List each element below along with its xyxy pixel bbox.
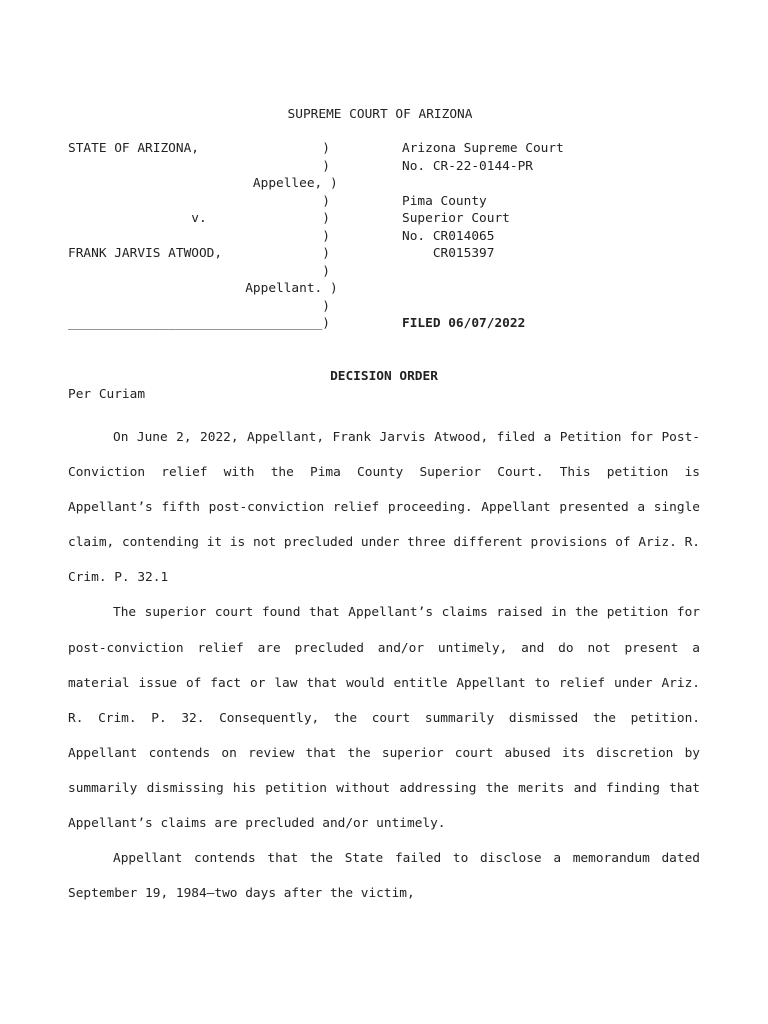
case-info-line: No. CR014065 [402, 228, 495, 244]
caption-line: ) [68, 158, 330, 174]
case-info-line: No. CR-22-0144-PR [402, 158, 533, 174]
case-info-line: Pima County [402, 193, 487, 209]
case-info-line: Superior Court [402, 211, 510, 226]
body-paragraph: Appellant contends that the State failed to disclose a memorandum dated September 19, 1984—two days after the victim, [68, 851, 700, 902]
caption-line: FRANK JARVIS ATWOOD, ) [68, 246, 330, 261]
caption-line: _________________________________) [68, 316, 330, 331]
caption-line: Appellant. ) [68, 281, 338, 296]
caption-line: ) [68, 228, 330, 244]
case-info-line: Arizona Supreme Court [402, 141, 564, 156]
body-paragraph: On June 2, 2022, Appellant, Frank Jarvis Atwood, filed a Petition for Post-Conviction relief with the Pima County Superior Court. This petition is Appellant’s fifth post-conviction relief proceeding. Appellant presented a single claim, contending it is not precluded under three different provisions of Ariz. R. Crim. P. 32.1 [68, 430, 700, 586]
decision-body [68, 420, 700, 911]
order-title: DECISION ORDER [330, 369, 438, 384]
body-paragraph: The superior court found that Appellant’s claims raised in the petition for post-conviction relief are precluded and/or untimely, and do not present a material issue of fact or law that would entitle Appellant to relief under Ariz. R. Crim. P. 32. Consequently, the court summarily dismissed the petition. Appellant contends on review that the superior court abused its discretion by summarily dismissing his petition without addressing the merits and finding that Appellant’s claims are precluded and/or untimely. [68, 605, 700, 832]
filed-date: FILED 06/07/2022 [402, 316, 526, 331]
court-title: SUPREME COURT OF ARIZONA [287, 107, 473, 122]
caption-line: ) [68, 193, 330, 209]
per-curiam: Per Curiam [68, 387, 146, 402]
caption-line: ) [68, 263, 330, 279]
caption-line: Appellee, ) [68, 176, 338, 191]
caption-line: v. ) [68, 211, 330, 226]
caption-line: STATE OF ARIZONA, ) [68, 141, 330, 156]
case-info-line: CR015397 [402, 246, 495, 261]
caption-line: ) [68, 298, 330, 314]
